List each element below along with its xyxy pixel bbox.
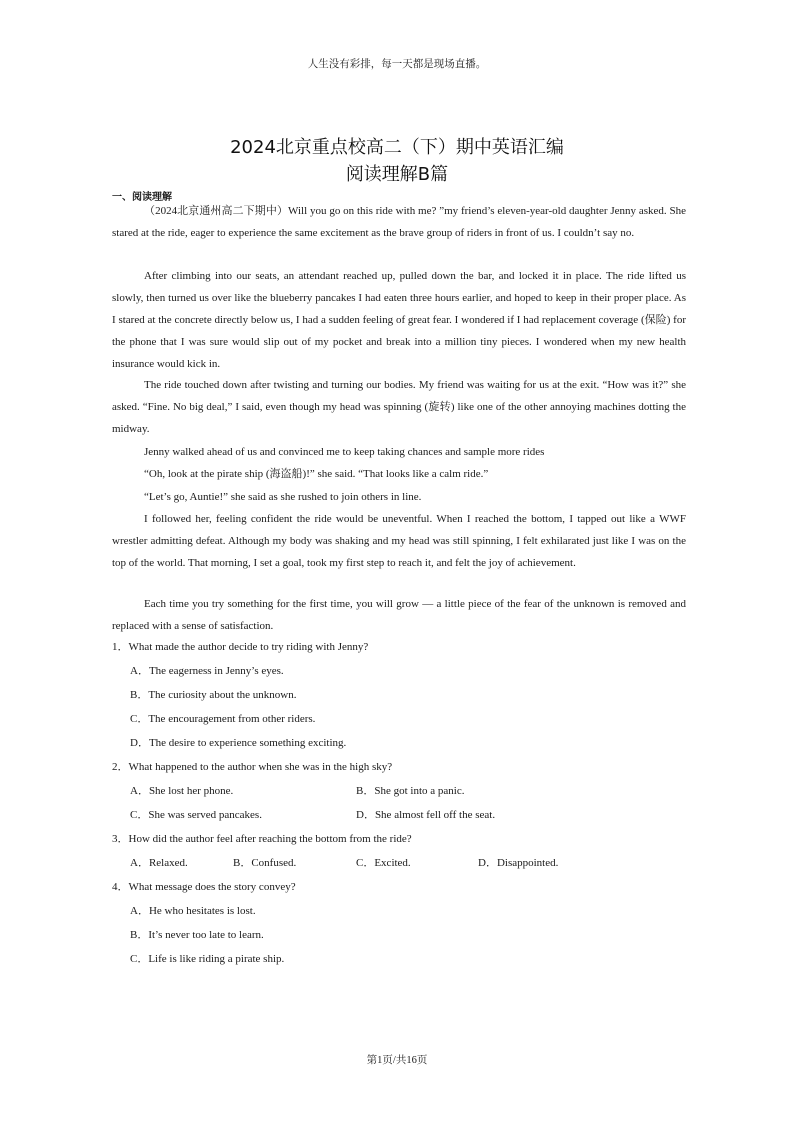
- question-1-option-c[interactable]: C．The encouragement from other riders.: [130, 713, 316, 725]
- passage-paragraph-2: After climbing into our seats, an attendant reached up, pulled down the bar, and locked it in place. The ride lifted us slowly, then turned us over like the blueberry pancakes I had eaten three hours earlier, and hoped to keep in their proper place. As I stared at the concrete directly below us, I had a sudden feeling of great fear. I wondered if I had replacement coverage (保险) for the phone that I was sure would slip out of my pocket and break into a million tiny pieces. I wondered when my new health insurance would kick in.: [112, 270, 686, 370]
- document-subtitle: 阅读理解B篇: [345, 164, 449, 185]
- page-number-footer: 第1页/共16页: [366, 1055, 428, 1066]
- passage-paragraph-7: I followed her, feeling confident the ride would be uneventful. When I reached the bottom, I tapped out like a WWF wrestler admitting defeat. Although my body was shaking and my head was still spinning, I felt exhilarated just like I was on the top of the world. That morning, I set a goal, took my first step to reach it, and felt the joy of achievement.: [112, 513, 686, 569]
- passage-paragraph-6: “Let’s go, Auntie!” she said as she rushed to join others in line.: [144, 491, 422, 503]
- passage-paragraph-3: The ride touched down after twisting and turning our bodies. My friend was waiting for us at the exit. “How was it?” she asked. “Fine. No big deal,” I said, even though my head was spinning (旋转) like one of the other annoying machines dotting the midway.: [112, 379, 686, 435]
- question-3-option-d[interactable]: D．Disappointed.: [478, 857, 559, 869]
- question-3-option-c[interactable]: C．Excited.: [356, 857, 411, 869]
- question-1-option-b[interactable]: B．The curiosity about the unknown.: [130, 689, 297, 701]
- passage-paragraph-5: “Oh, look at the pirate ship (海盗船)!” she said. “That looks like a calm ride.”: [144, 468, 489, 480]
- question-4-option-c[interactable]: C．Life is like riding a pirate ship.: [130, 953, 285, 965]
- question-2-option-d[interactable]: D．She almost fell off the seat.: [356, 809, 496, 821]
- question-3-stem: 3．How did the author feel after reaching the bottom from the ride?: [112, 833, 412, 845]
- question-2-option-b[interactable]: B．She got into a panic.: [356, 785, 465, 797]
- passage-paragraph-8: Each time you try something for the first time, you will grow — a little piece of the fear of the unknown is removed and replaced with a sense of satisfaction.: [112, 598, 686, 632]
- question-1-stem: 1．What made the author decide to try riding with Jenny?: [112, 641, 369, 653]
- question-4-stem: 4．What message does the story convey?: [112, 881, 296, 893]
- question-3-option-a[interactable]: A．Relaxed.: [130, 857, 188, 869]
- question-1-option-a[interactable]: A．The eagerness in Jenny’s eyes.: [130, 665, 284, 677]
- passage-paragraph-1: （2024北京通州高二下期中）Will you go on this ride with me? ”my friend’s eleven-year-old daughter Jenny asked. She stared at the ride, eager to experience the same excitement as the brave group of riders in front of us. I couldn’t say no.: [112, 205, 686, 239]
- passage-paragraph-4: Jenny walked ahead of us and convinced me to keep taking chances and sample more rides: [144, 446, 545, 458]
- page-header-motto: 人生没有彩排，每一天都是现场直播。: [307, 59, 487, 70]
- question-1-option-d[interactable]: D．The desire to experience something exciting.: [130, 737, 347, 749]
- question-4-option-b[interactable]: B．It’s never too late to learn.: [130, 929, 264, 941]
- document-title: 2024北京重点校高二（下）期中英语汇编: [230, 137, 564, 158]
- question-2-option-c[interactable]: C．She was served pancakes.: [130, 809, 262, 821]
- question-4-option-a[interactable]: A．He who hesitates is lost.: [130, 905, 256, 917]
- question-2-stem: 2．What happened to the author when she was in the high sky?: [112, 761, 393, 773]
- question-2-option-a[interactable]: A．She lost her phone.: [130, 785, 234, 797]
- section-heading: 一、阅读理解: [112, 192, 172, 203]
- question-3-option-b[interactable]: B．Confused.: [233, 857, 297, 869]
